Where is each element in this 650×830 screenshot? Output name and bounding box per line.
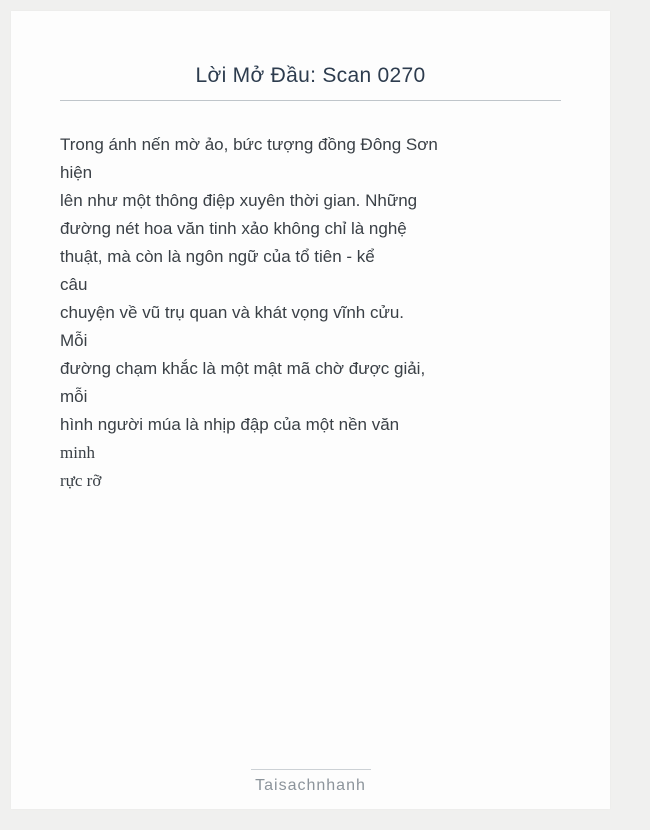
body-line: đường chạm khắc là một mật mã chờ được giải,	[60, 359, 426, 378]
body-line: Mỗi	[60, 331, 88, 350]
page-footer	[11, 769, 610, 809]
body-line: Trong ánh nến mờ ảo, bức tượng đồng Đông Sơn	[60, 135, 438, 154]
body-line: câu	[60, 275, 88, 294]
body-line: mỗi	[60, 387, 88, 406]
body-line: đường nét hoa văn tinh xảo không chỉ là nghệ	[60, 219, 407, 238]
body-lines	[60, 131, 561, 495]
body-line: lên như một thông điệp xuyên thời gian. Những	[60, 191, 418, 210]
body-line: hiện	[60, 163, 93, 182]
page-card	[11, 11, 610, 809]
body-line: rực rỡ	[60, 471, 102, 490]
body-line: hình người múa là nhịp đập của một nền văn	[60, 415, 400, 434]
brand-wordmark[interactable]: Taisachnhanh	[255, 777, 366, 794]
body-line: minh	[60, 443, 95, 462]
body-line: thuật, mà còn là ngôn ngữ của tổ tiên - kể	[60, 247, 375, 266]
footer-divider	[251, 769, 371, 770]
body-line: chuyện về vũ trụ quan và khát vọng vĩnh cửu.	[60, 303, 405, 322]
page-title: Lời Mở Đầu: Scan 0270	[195, 64, 426, 87]
body-text	[11, 101, 610, 769]
page-header	[11, 11, 610, 101]
